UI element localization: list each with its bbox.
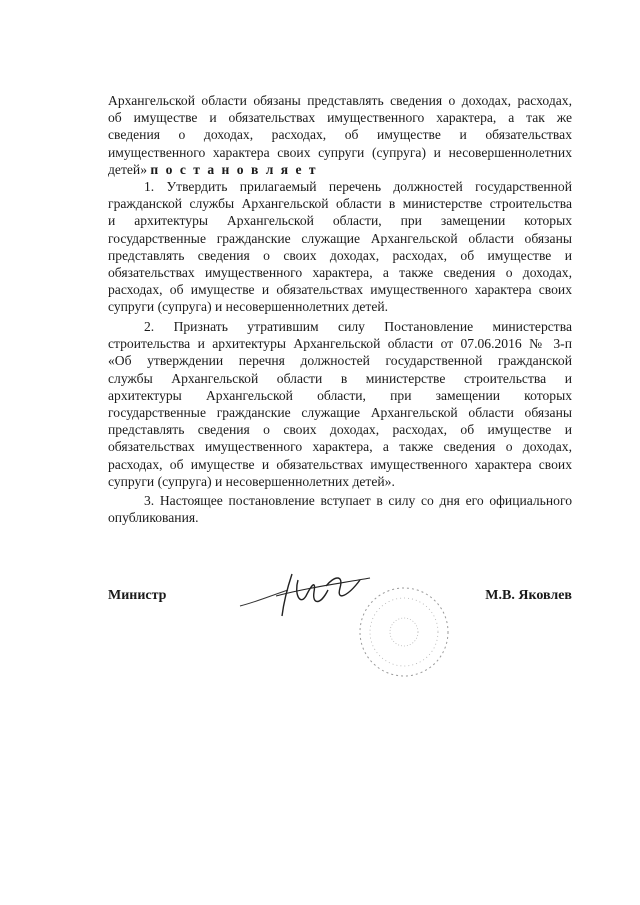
signer-position: Министр: [108, 588, 167, 603]
item-1-line: государственные гражданские служащие Архангельской области обязаны: [108, 230, 572, 246]
item-2-line: государственные гражданские служащие Архангельской области обязаны: [108, 404, 572, 420]
intro-line: Архангельской области обязаны представлять сведения о доходах, расходах,: [108, 93, 572, 108]
intro-line: имущественного характера своих супруги (супруга) и несовершеннолетних: [108, 144, 572, 160]
item-1-line: обязательствах имущественного характера, а также сведения о доходах,: [108, 264, 572, 280]
intro-line: об имуществе и обязательствах имущественного характера, а так же: [108, 110, 572, 126]
item-3-paragraph: [108, 492, 572, 526]
item-2-line: обязательствах имущественного характера, а также сведения о доходах,: [108, 439, 572, 455]
item-2-line: архитектуры Архангельской области, при замещении которых: [108, 387, 572, 403]
intro-line: сведения о доходах, расходах, об имуществе и обязательствах: [108, 127, 572, 143]
intro-line-last: [108, 161, 572, 178]
intro-paragraph: [108, 92, 572, 178]
item-2-line: 2. Признать утратившим силу Постановление министерства: [144, 319, 572, 334]
item-3-line: 3. Настоящее постановление вступает в силу со дня его официального: [144, 493, 572, 508]
item-2-paragraph: [108, 318, 572, 490]
item-2-line: службы Архангельской области в министерстве строительства и: [108, 370, 572, 386]
item-1-line: расходах, об имуществе и обязательствах имущественного характера своих: [108, 282, 572, 298]
item-1-line: представлять сведения о своих доходах, расходах, об имуществе и: [108, 247, 572, 263]
item-2-line: представлять сведения о своих доходах, расходах, об имуществе и: [108, 422, 572, 438]
item-2-line: «Об утверждении перечня должностей государственной гражданской: [108, 353, 572, 369]
intro-last-text: детей»: [108, 161, 147, 177]
item-2-line: супруги (супруга) и несовершеннолетних детей».: [108, 473, 395, 489]
item-2-line: строительства и архитектуры Архангельской области от 07.06.2016 № 3-п: [108, 336, 572, 352]
item-2-line: расходах, об имуществе и обязательствах имущественного характера своих: [108, 456, 572, 472]
signer-name: М.В. Яковлев: [485, 588, 572, 603]
item-3-line: опубликования.: [108, 510, 199, 526]
item-1-line: 1. Утвердить прилагаемый перечень должностей государственной: [144, 179, 572, 194]
item-1-paragraph: [108, 178, 572, 316]
resolve-word: п о с т а н о в л я е т: [150, 161, 318, 177]
official-seal-icon: [352, 584, 456, 680]
item-1-line: гражданской службы Архангельской области в министерстве строительства: [108, 196, 572, 212]
item-1-line: и архитектуры Архангельской области, при замещении которых: [108, 213, 572, 229]
item-1-line: супруги (супруга) и несовершеннолетних детей.: [108, 299, 389, 315]
